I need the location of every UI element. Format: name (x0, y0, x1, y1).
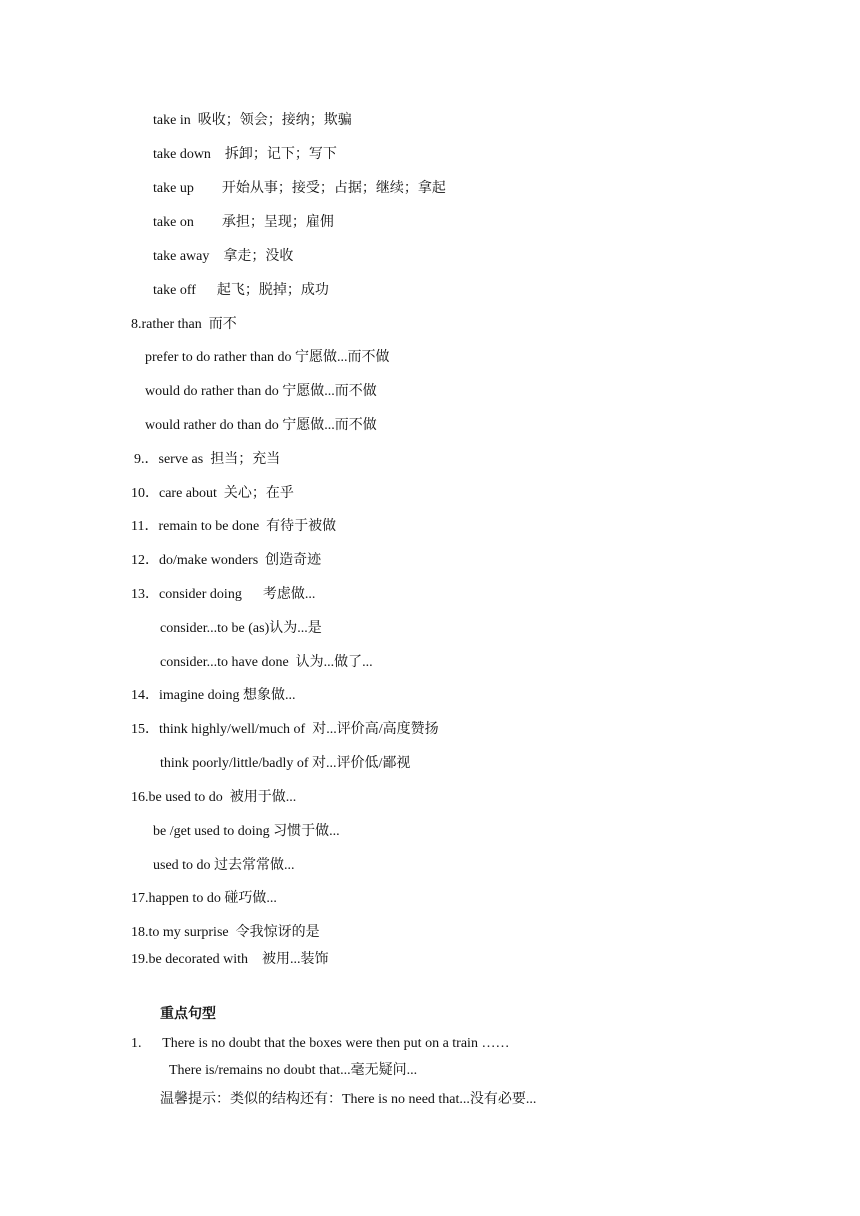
consider-example-2: consider...to have done 认为...做了... (160, 655, 373, 670)
phrase-take-in: take in 吸收；领会；接纳；欺骗 (153, 113, 352, 128)
item-12-do-make-wonders: 12．do/make wonders 创造奇迹 (131, 553, 322, 568)
item-14-imagine-doing: 14．imagine doing 想象做... (131, 688, 296, 703)
phrase-take-away: take away 拿走；没收 (153, 249, 294, 264)
rather-than-example-1: prefer to do rather than do 宁愿做...而不做 (145, 350, 390, 365)
phrase-take-on: take on 承担；呈现；雇佣 (153, 215, 334, 230)
item-13-consider-doing: 13．consider doing 考虑做... (131, 587, 316, 602)
sentence-1-tip: 温馨提示：类似的结构还有：There is no need that...没有必要... (160, 1092, 537, 1107)
item-16-be-used-to-do: 16.be used to do 被用于做... (131, 790, 297, 805)
rather-than-example-3: would rather do than do 宁愿做...而不做 (145, 418, 377, 433)
used-to-example-1: be /get used to doing 习惯于做... (153, 824, 340, 839)
sentence-1-pattern: There is/remains no doubt that...毫无疑问... (169, 1063, 418, 1078)
item-11-remain-to-be-done: 11．remain to be done 有待于被做 (131, 519, 337, 534)
item-19-be-decorated-with: 19.be decorated with 被用...装饰 (131, 952, 329, 967)
phrase-take-off: take off 起飞；脱掉；成功 (153, 283, 329, 298)
item-18-to-my-surprise: 18.to my surprise 令我惊讶的是 (131, 925, 320, 940)
consider-example-1: consider...to be (as)认为...是 (160, 621, 322, 636)
phrase-take-up: take up 开始从事；接受；占据；继续；拿起 (153, 181, 446, 196)
section-heading-key-sentences: 重点句型 (160, 1007, 216, 1022)
phrase-take-down: take down 拆卸；记下；写下 (153, 147, 337, 162)
rather-than-example-2: would do rather than do 宁愿做...而不做 (145, 384, 377, 399)
used-to-example-2: used to do 过去常常做... (153, 858, 295, 873)
sentence-1: 1. There is no doubt that the boxes were then put on a train …… (131, 1036, 510, 1051)
item-10-care-about: 10．care about 关心；在乎 (131, 486, 294, 501)
item-15-think-highly: 15．think highly/well/much of 对...评价高/高度赞扬 (131, 722, 439, 737)
think-poorly-example: think poorly/little/badly of 对...评价低/鄙视 (160, 756, 411, 771)
item-9-serve-as: 9.．serve as 担当；充当 (134, 452, 281, 467)
item-17-happen-to-do: 17.happen to do 碰巧做... (131, 891, 277, 906)
item-8-rather-than: 8.rather than 而不 (131, 317, 237, 332)
